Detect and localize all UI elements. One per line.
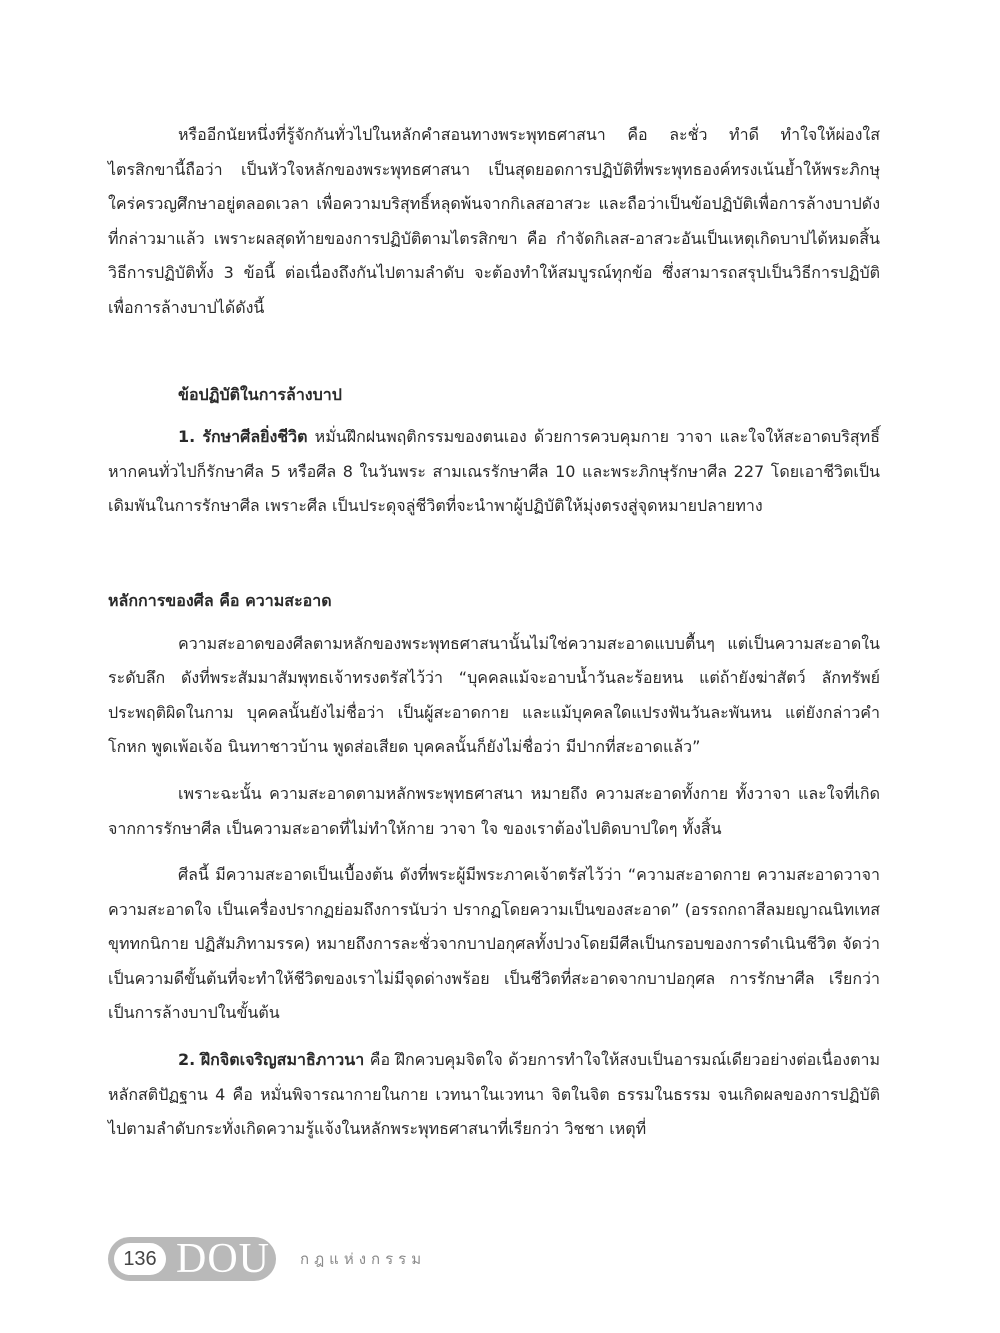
page-badge xyxy=(108,1237,276,1281)
paragraph-item-2 xyxy=(108,1043,880,1147)
item-1-body: หมั่นฝึกฝนพฤติกรรมของตนเอง ด้วยการควบคุมกาย วาจา และใจให้สะอาดบริสุทธิ์ หากคนทั่วไปก็รักษาศีล 5 หรือศีล 8 ในวันพระ สามเณรรักษาศีล 10 และพระภิกษุรักษาศีล 227 โดยเอาชีวิตเป็นเดิมพันในการรักษาศีล เพราะศีล เป็นประดุจลู่ชีวิตที่จะนำพาผู้ปฏิบัติให้มุ่งตรงสู่จุดหมายปลายทาง xyxy=(108,427,880,516)
item-2-body: คือ ฝึกควบคุมจิตใจ ด้วยการทำใจให้สงบเป็นอารมณ์เดียวอย่างต่อเนื่องตามหลักสติปัฏฐาน 4 คือ หมั่นพิจารณากายในกาย เวทนาในเวทนา จิตในจิต ธรรมในธรรม จนเกิดผลของการปฏิบัติไปตามลำดับกระทั่งเกิดความรู้แจ้งในหลักพระพุทธศาสนาที่เรียกว่า วิชชา เหตุที่ xyxy=(108,1050,880,1139)
item-2-number: 2. xyxy=(178,1050,196,1070)
item-1-title: รักษาศีลยิ่งชีวิต xyxy=(202,427,308,447)
page-content xyxy=(108,118,880,1147)
page-footer xyxy=(108,1237,508,1281)
paragraph-cleanliness-1: ความสะอาดของศีลตามหลักของพระพุทธศาสนานั้นไม่ใช่ความสะอาดแบบตื้นๆ แต่เป็นความสะอาดในระดับลึก ดังที่พระสัมมาสัมพุทธเจ้าทรงตรัสไว้ว่า “บุคคลแม้จะอาบน้ำวันละร้อยหน แต่ถ้ายังฆ่าสัตว์ ลักทรัพย์ ประพฤติผิดในกาม บุคคลนั้นยังไม่ชื่อว่า เป็นผู้สะอาดกาย และแม้บุคคลใดแปรงฟันวันละพันหน แต่ยังกล่าวคำโกหก พูดเพ้อเจ้อ นินทาชาวบ้าน พูดส่อเสียด บุคคลนั้นก็ยังไม่ชื่อว่า มีปากที่สะอาดแล้ว” xyxy=(108,633,880,757)
paragraph-item-1 xyxy=(108,420,880,524)
item-1-number: 1. xyxy=(178,427,196,447)
item-2-title: ฝึกจิตเจริญสมาธิภาวนา xyxy=(200,1050,365,1070)
paragraph-cleanliness-3: ศีลนี้ มีความสะอาดเป็นเบื้องต้น ดังที่พระผู้มีพระภาคเจ้าตรัสไว้ว่า “ความสะอาดกาย ความสะอาดวาจา ความสะอาดใจ เป็นเครื่องปรากฏย่อมถึงการนับว่า ปรากฏโดยความเป็นของสะอาด” (อรรถกถาสีลมยญาณนิทเทส ขุททกนิกาย ปฏิสัมภิทามรรค) หมายถึงการละชั่วจากบาปอกุศลทั้งปวงโดยมีศีลเป็นกรอบของการดำเนินชีวิต จัดว่าเป็นความดีขั้นต้นที่จะทำให้ชีวิตของเราไม่มีจุดด่างพร้อย เป็นชีวิตที่สะอาดจากบาปอกุศล การรักษาศีล เรียกว่าเป็นการล้างบาปในขั้นต้น xyxy=(108,865,880,1023)
heading-practice: ข้อปฏิบัติในการล้างบาป xyxy=(178,384,342,404)
paragraph-cleanliness-2: เพราะฉะนั้น ความสะอาดตามหลักพระพุทธศาสนา หมายถึง ความสะอาดทั้งกาย ทั้งวาจา และใจที่เกิดจากการรักษาศีล เป็นความสะอาดที่ไม่ทำให้กาย วาจา ใจ ของเราต้องไปติดบาปใดๆ ทั้งสิ้น xyxy=(108,783,880,838)
heading-cleanliness: หลักการของศีล คือ ความสะอาด xyxy=(108,590,332,610)
dou-logo: DOU xyxy=(176,1236,270,1282)
book-title: กฎแห่งกรรม xyxy=(300,1250,427,1268)
paragraph-intro: หรืออีกนัยหนึ่งที่รู้จักกันทั่วไปในหลักคำสอนทางพระพุทธศาสนา คือ ละชั่ว ทำดี ทำใจให้ผ่องใส ไตรสิกขานี้ถือว่า เป็นหัวใจหลักของพระพุทธศาสนา เป็นสุดยอดการปฏิบัติที่พระพุทธองค์ทรงเน้นย้ำให้พระภิกษุใคร่ครวญศึกษาอยู่ตลอดเวลา เพื่อความบริสุทธิ์หลุดพ้นจากกิเลสอาสวะ และถือว่าเป็นข้อปฏิบัติเพื่อการล้างบาปดังที่กล่าวมาแล้ว เพราะผลสุดท้ายของการปฏิบัติตามไตรสิกขา คือ กำจัดกิเลส-อาสวะอันเป็นเหตุเกิดบาปได้หมดสิ้น วิธีการปฏิบัติทั้ง 3 ข้อนี้ ต่อเนื่องถึงกันไปตามลำดับ จะต้องทำให้สมบูรณ์ทุกข้อ ซึ่งสามารถสรุปเป็นวิธีการปฏิบัติเพื่อการล้างบาปได้ดังนี้ xyxy=(108,125,880,317)
page-number: 136 xyxy=(114,1243,166,1275)
